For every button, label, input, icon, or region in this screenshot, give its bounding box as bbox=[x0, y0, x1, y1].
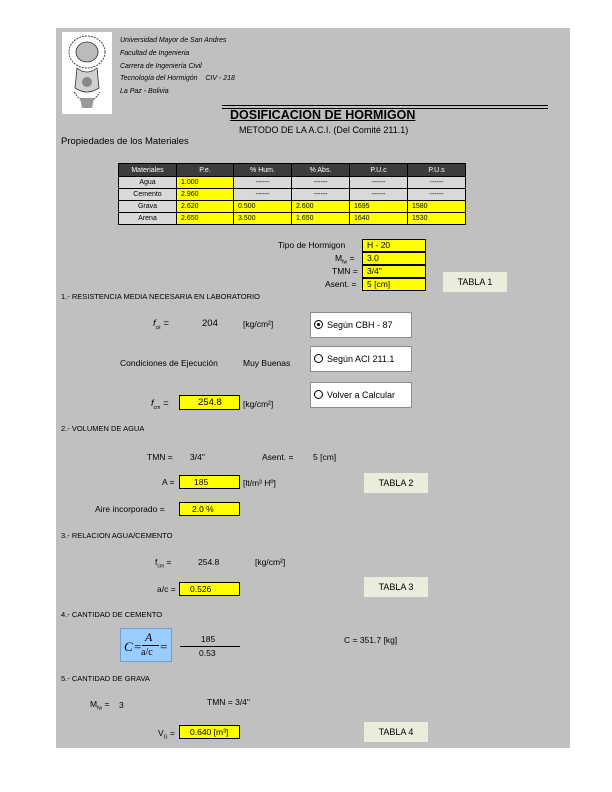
tmn-value[interactable]: 3/4" bbox=[362, 265, 426, 278]
ac-label: a/c = bbox=[157, 584, 176, 594]
cell-pus: ------ bbox=[408, 177, 466, 189]
fcm-unit-3: [kg/cm²] bbox=[255, 557, 286, 567]
section-1-heading: 1.- RESISTENCIA MEDIA NECESARIA EN LABORATORIO bbox=[61, 292, 260, 301]
cell-pe[interactable]: 2.650 bbox=[177, 213, 234, 225]
table-header-row bbox=[119, 164, 466, 177]
col-pe: P.e. bbox=[177, 164, 234, 177]
fck-value: 204 bbox=[202, 318, 218, 329]
recalculate-button[interactable] bbox=[310, 382, 412, 408]
cement-formula bbox=[120, 628, 172, 662]
header-faculty: Facultad de Ingenieria bbox=[120, 50, 190, 57]
cell-pus[interactable]: 1580 bbox=[408, 201, 466, 213]
cell-abs: ------ bbox=[292, 189, 350, 201]
formula-eq-1: = bbox=[134, 639, 142, 654]
tipo-hormigon-label: Tipo de Hormigon bbox=[278, 240, 346, 250]
aire-value: 2.0 % bbox=[179, 502, 240, 516]
tmn-value-2: 3/4" bbox=[190, 452, 205, 462]
header-career: Carrera de Ingeniería Civil bbox=[120, 63, 202, 70]
section-5-heading: 5.- CANTIDAD DE GRAVA bbox=[61, 674, 150, 683]
formula-eq-2: = bbox=[160, 639, 168, 654]
col-puc: P.U.c bbox=[350, 164, 408, 177]
cell-hum: ------ bbox=[234, 177, 292, 189]
tabla-2-button[interactable]: TABLA 2 bbox=[364, 473, 428, 493]
table-row bbox=[119, 177, 466, 189]
page-subtitle: METODO DE LA A.C.I. (Del Comité 211.1) bbox=[239, 125, 409, 135]
a-unit: [lt/m³ Hº] bbox=[243, 478, 276, 488]
header-city: La Paz - Bolivia bbox=[120, 88, 169, 95]
fcm-value-3: 254.8 bbox=[198, 557, 220, 567]
row-material: Arena bbox=[119, 213, 177, 225]
cell-hum: ------ bbox=[234, 189, 292, 201]
mf-value[interactable]: 3.0 bbox=[362, 252, 426, 265]
cell-puc[interactable]: 1695 bbox=[350, 201, 408, 213]
mf-label-5: $M_{fw}$ = bbox=[90, 699, 110, 712]
table-row bbox=[119, 201, 466, 213]
cement-result: C = 351.7 [kg] bbox=[344, 635, 398, 645]
radio-unselected-icon bbox=[314, 390, 323, 399]
ac-value: 0.526 bbox=[179, 582, 240, 596]
asent-label: Asent. = bbox=[325, 279, 357, 289]
condiciones-label: Condiciones de Ejecución bbox=[120, 358, 218, 368]
cell-pe[interactable]: 2.620 bbox=[177, 201, 234, 213]
row-material: Grava bbox=[119, 201, 177, 213]
option-cbh87-label: Según CBH - 87 bbox=[327, 320, 393, 330]
formula-bar bbox=[142, 645, 159, 646]
cement-denominator: 0.53 bbox=[199, 648, 216, 658]
tmn-text-5: TMN = 3/4" bbox=[207, 697, 250, 707]
tabla-4-button[interactable]: TABLA 4 bbox=[364, 722, 428, 742]
cell-pe[interactable]: 2.960 bbox=[177, 189, 234, 201]
cell-abs: ------ bbox=[292, 177, 350, 189]
cement-numerator: 185 bbox=[201, 634, 216, 644]
mf-value-5: 3 bbox=[119, 700, 124, 710]
tabla-3-button[interactable]: TABLA 3 bbox=[364, 577, 428, 597]
fcm-label: $f_{cm}$ = bbox=[151, 398, 169, 411]
row-material: Cemento bbox=[119, 189, 177, 201]
formula-c: C bbox=[124, 639, 133, 654]
recalculate-label: Volver a Calcular bbox=[327, 390, 396, 400]
fcm-unit: [kg/cm²] bbox=[243, 399, 274, 409]
fraction-line bbox=[180, 646, 240, 647]
materials-heading: Propiedades de los Materiales bbox=[61, 136, 189, 147]
table-row bbox=[119, 213, 466, 225]
cell-puc[interactable]: 1640 bbox=[350, 213, 408, 225]
cell-puc: ------ bbox=[350, 189, 408, 201]
cell-hum[interactable]: 0.500 bbox=[234, 201, 292, 213]
cell-abs[interactable]: 2.600 bbox=[292, 201, 350, 213]
row-material: Agua bbox=[119, 177, 177, 189]
option-cbh87[interactable] bbox=[310, 312, 412, 338]
formula-a: A bbox=[145, 630, 153, 644]
cell-pus[interactable]: 1530 bbox=[408, 213, 466, 225]
aire-label: Aire incorporado = bbox=[95, 504, 165, 514]
materials-table bbox=[118, 163, 466, 225]
radio-unselected-icon bbox=[314, 354, 323, 363]
fcm-value: 254.8 bbox=[179, 395, 240, 410]
asent-value-2: 5 [cm] bbox=[313, 452, 337, 462]
tmn-label: TMN = bbox=[332, 266, 358, 276]
asent-value[interactable]: 5 [cm] bbox=[362, 278, 426, 291]
fck-unit: [kg/cm²] bbox=[243, 319, 274, 329]
table-row bbox=[119, 189, 466, 201]
condiciones-value: Muy Buenas bbox=[243, 358, 291, 368]
header-university: Universidad Mayor de San Andres bbox=[120, 37, 227, 44]
worksheet bbox=[56, 28, 570, 748]
section-4-heading: 4.- CANTIDAD DE CEMENTO bbox=[61, 610, 163, 619]
fcm-label-3: $f_{cm}$ = bbox=[155, 557, 172, 570]
section-2-heading: 2.- VOLUMEN DE AGUA bbox=[61, 424, 145, 433]
vg-value: 0.640 [m³] bbox=[179, 725, 240, 739]
section-3-heading: 3.- RELACION AGUA/CEMENTO bbox=[61, 531, 173, 540]
asent-label-2: Asent. = bbox=[262, 452, 294, 462]
header-course: Tecnología del Hormigón CIV - 218 bbox=[120, 75, 235, 82]
a-label: A = bbox=[162, 477, 175, 487]
vg-label: $V_G$ = bbox=[158, 728, 175, 741]
col-pus: P.U.s bbox=[408, 164, 466, 177]
col-hum: % Hum. bbox=[234, 164, 292, 177]
page-title: DOSIFICACION DE HORMIGON bbox=[230, 108, 416, 122]
cell-puc: ------ bbox=[350, 177, 408, 189]
university-seal-logo bbox=[62, 32, 112, 114]
option-aci211[interactable] bbox=[310, 346, 412, 372]
fck-label: $f_{ck}$ = bbox=[153, 318, 169, 331]
cell-pe[interactable]: 1.000 bbox=[177, 177, 234, 189]
cell-pus: ------ bbox=[408, 189, 466, 201]
a-value: 185 bbox=[179, 475, 240, 489]
radio-selected-icon bbox=[314, 320, 323, 329]
tabla-1-button[interactable]: TABLA 1 bbox=[443, 272, 507, 292]
option-aci211-label: Según ACI 211.1 bbox=[327, 354, 395, 364]
col-materiales: Materiales bbox=[119, 164, 177, 177]
tipo-hormigon-value[interactable]: H - 20 bbox=[362, 239, 426, 252]
cell-hum[interactable]: 3.500 bbox=[234, 213, 292, 225]
mf-label: $M_{fw}$ = bbox=[335, 253, 355, 266]
col-abs: % Abs. bbox=[292, 164, 350, 177]
tmn-label-2: TMN = bbox=[147, 452, 173, 462]
cell-abs[interactable]: 1.650 bbox=[292, 213, 350, 225]
formula-ac: a/c bbox=[141, 647, 153, 658]
